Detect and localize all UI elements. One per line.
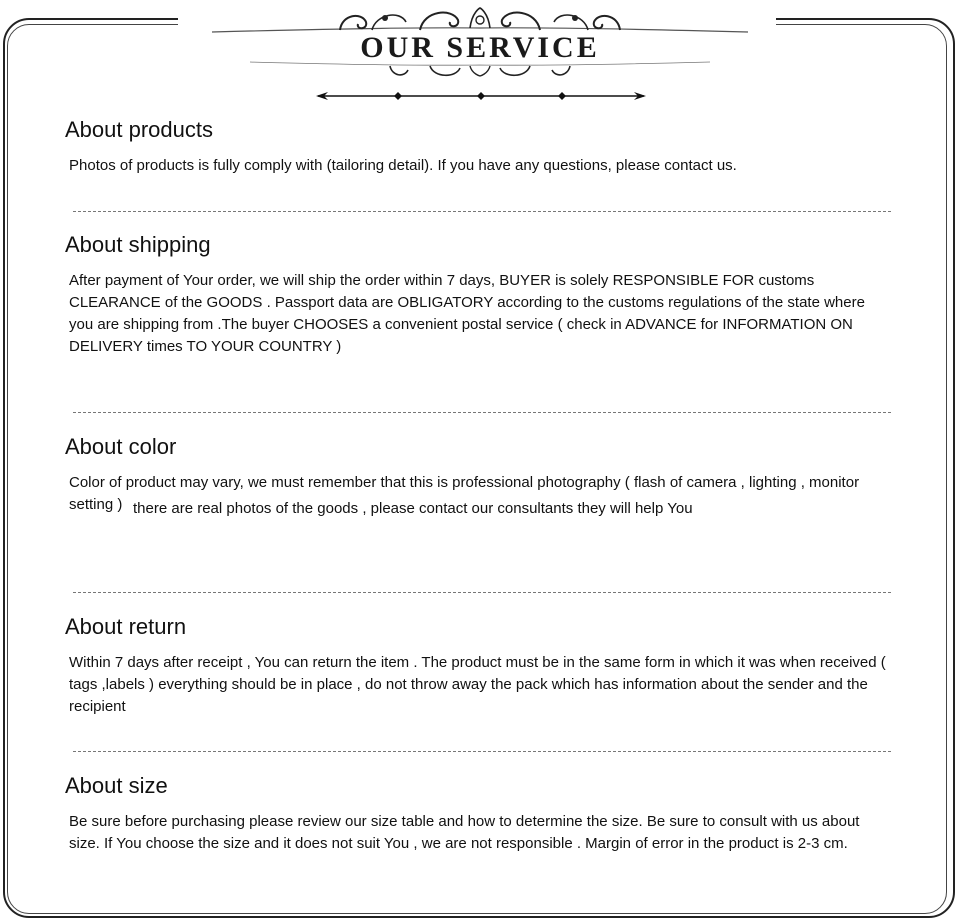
page-title: OUR SERVICE xyxy=(360,31,600,64)
section-divider xyxy=(73,211,891,212)
section-heading: About products xyxy=(65,117,213,142)
section-divider xyxy=(73,412,891,413)
section-body-line1: Color of product may vary, we must remember that this is professional photography ( flash of camera , lighting , monitor xyxy=(69,474,860,491)
section-body: Be sure before purchasing please review our size table and how to determine the size. Be sure to consult with us about size. If You choose the size and it does not suit You , we are not responsible . Margin of error in the product is 2-3 cm. xyxy=(69,813,860,852)
section-products xyxy=(65,117,895,174)
section-heading: About shipping xyxy=(65,232,211,257)
section-shipping xyxy=(65,232,895,355)
section-heading: About size xyxy=(65,773,168,798)
section-body: Photos of products is fully comply with (tailoring detail). If you have any questions, please contact us. xyxy=(69,157,737,174)
section-divider xyxy=(73,592,891,593)
section-size xyxy=(65,773,895,852)
section-body: After payment of Your order, we will ship the order within 7 days, BUYER is solely RESPONSIBLE FOR customs CLEARANCE of the GOODS . Passport data are OBLIGATORY according to the customs regulations of the state where you are shipping from .The buyer CHOOSES a convenient postal service ( check in ADVANCE for INFORMATION ON DELIVERY times TO YOUR COUNTRY ) xyxy=(69,272,865,355)
section-divider xyxy=(73,751,891,752)
section-return xyxy=(65,614,895,715)
header-banner xyxy=(0,0,960,110)
section-color xyxy=(65,434,895,517)
section-body-line2a: setting ) xyxy=(69,496,123,513)
section-heading: About return xyxy=(65,614,187,639)
section-heading: About color xyxy=(65,434,177,459)
section-body-line2b: there are real photos of the goods , please contact our consultants they will help You xyxy=(133,500,693,517)
section-body: Within 7 days after receipt , You can return the item . The product must be in the same form in which it was when received ( tags ,labels ) everything should be in place , do not throw away the pack which has information about the sender and the recipient xyxy=(69,654,886,715)
